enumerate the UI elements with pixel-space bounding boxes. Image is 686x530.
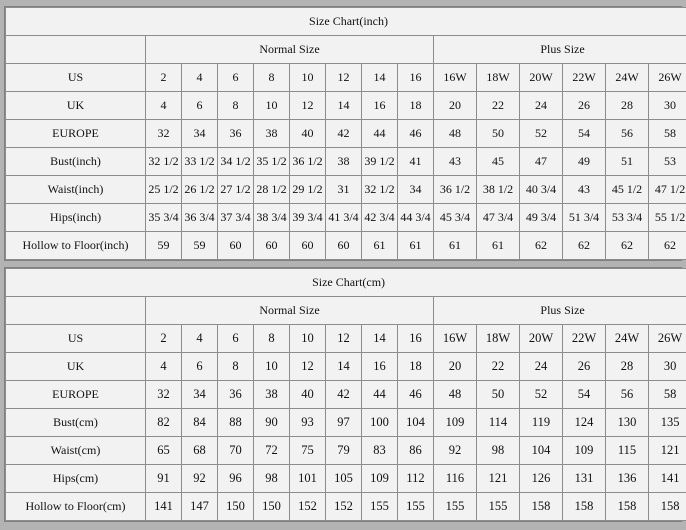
cell: 22: [477, 353, 520, 381]
cell: 114: [477, 409, 520, 437]
cell: 61: [398, 232, 434, 260]
cell: 115: [606, 437, 649, 465]
cell: 12: [326, 325, 362, 353]
cell: 83: [362, 437, 398, 465]
cell: 8: [254, 325, 290, 353]
cell: 4: [182, 64, 218, 92]
cell: 121: [477, 465, 520, 493]
cell: 8: [218, 353, 254, 381]
cell: 30: [649, 92, 686, 120]
cell: 60: [326, 232, 362, 260]
table-row: [6, 92, 686, 120]
cell: 37 3/4: [218, 204, 254, 232]
cell: 84: [182, 409, 218, 437]
cell: 70: [218, 437, 254, 465]
cell: 32 1/2: [362, 176, 398, 204]
cell: 4: [146, 353, 182, 381]
cell: 92: [434, 437, 477, 465]
cell: 59: [146, 232, 182, 260]
cell: 32 1/2: [146, 148, 182, 176]
cell: 79: [326, 437, 362, 465]
cell: 50: [477, 381, 520, 409]
cell: 48: [434, 381, 477, 409]
cell: 29 1/2: [290, 176, 326, 204]
cell: 35 3/4: [146, 204, 182, 232]
cell: 141: [649, 465, 686, 493]
cell: 38: [326, 148, 362, 176]
cell: 141: [146, 493, 182, 521]
cell: 98: [477, 437, 520, 465]
cell: 27 1/2: [218, 176, 254, 204]
table-row: [6, 493, 686, 521]
cell: 24W: [606, 64, 649, 92]
cell: 93: [290, 409, 326, 437]
cell: 59: [182, 232, 218, 260]
cell: 44: [362, 381, 398, 409]
row-label-hollow-to-floor: Hollow to Floor(inch): [6, 232, 146, 260]
cell: 121: [649, 437, 686, 465]
cell: 68: [182, 437, 218, 465]
cell: 38 3/4: [254, 204, 290, 232]
cell: 14: [326, 353, 362, 381]
cell: 32: [146, 120, 182, 148]
cell: 62: [606, 232, 649, 260]
cell: 30: [649, 353, 686, 381]
row-label-us: US: [6, 325, 146, 353]
cell: 39 1/2: [362, 148, 398, 176]
cell: 75: [290, 437, 326, 465]
cell: 53: [649, 148, 686, 176]
cell: 136: [606, 465, 649, 493]
row-label-bust: Bust(inch): [6, 148, 146, 176]
cell: 32: [146, 381, 182, 409]
row-label-europe: EUROPE: [6, 120, 146, 148]
cell: 10: [290, 64, 326, 92]
cell: 22W: [563, 64, 606, 92]
cell: 56: [606, 120, 649, 148]
cell: 6: [182, 353, 218, 381]
table-row: [6, 465, 686, 493]
cell: 47: [520, 148, 563, 176]
row-label-waist: Waist(inch): [6, 176, 146, 204]
cell: 40: [290, 120, 326, 148]
cell: 47 3/4: [477, 204, 520, 232]
cell: 109: [563, 437, 606, 465]
cell: 2: [146, 325, 182, 353]
cell: 16: [398, 64, 434, 92]
cell: 26 1/2: [182, 176, 218, 204]
cell: 72: [254, 437, 290, 465]
cell: 45 3/4: [434, 204, 477, 232]
cell: 131: [563, 465, 606, 493]
cell: 65: [146, 437, 182, 465]
cell: 18: [398, 92, 434, 120]
cell: 28: [606, 353, 649, 381]
cell: 116: [434, 465, 477, 493]
cell: 25 1/2: [146, 176, 182, 204]
cell: 42: [326, 120, 362, 148]
cell: 18: [398, 353, 434, 381]
cell: 40 3/4: [520, 176, 563, 204]
cell: 28: [606, 92, 649, 120]
cell: 4: [182, 325, 218, 353]
cell: 49 3/4: [520, 204, 563, 232]
cell: 55 1/2: [649, 204, 686, 232]
cell: 36: [218, 120, 254, 148]
cell: 130: [606, 409, 649, 437]
row-label-uk: UK: [6, 353, 146, 381]
cell: 20: [434, 353, 477, 381]
cell: 43: [563, 176, 606, 204]
cell: 90: [254, 409, 290, 437]
cell: 152: [326, 493, 362, 521]
table-title-row: [6, 8, 686, 36]
chart-title: Size Chart(inch): [6, 8, 686, 36]
table-group-row: [6, 297, 686, 325]
cell: 42: [326, 381, 362, 409]
cell: 34 1/2: [218, 148, 254, 176]
cell: 92: [182, 465, 218, 493]
cell: 16: [362, 353, 398, 381]
cell: 6: [218, 325, 254, 353]
group-header-normal: Normal Size: [146, 297, 434, 325]
cell: 41 3/4: [326, 204, 362, 232]
corner-cell: [6, 297, 146, 325]
cell: 38: [254, 120, 290, 148]
cell: 36 1/2: [290, 148, 326, 176]
cell: 51 3/4: [563, 204, 606, 232]
cell: 44: [362, 120, 398, 148]
group-header-plus: Plus Size: [434, 297, 686, 325]
cell: 60: [254, 232, 290, 260]
cell: 58: [649, 120, 686, 148]
cell: 8: [254, 64, 290, 92]
cell: 150: [254, 493, 290, 521]
cell: 61: [434, 232, 477, 260]
cell: 20W: [520, 64, 563, 92]
cell: 12: [290, 92, 326, 120]
row-label-hips: Hips(cm): [6, 465, 146, 493]
row-label-uk: UK: [6, 92, 146, 120]
cell: 22W: [563, 325, 606, 353]
cell: 158: [606, 493, 649, 521]
cell: 135: [649, 409, 686, 437]
cell: 158: [520, 493, 563, 521]
cell: 24: [520, 353, 563, 381]
cell: 10: [254, 353, 290, 381]
table-row: [6, 325, 686, 353]
cell: 56: [606, 381, 649, 409]
cell: 109: [362, 465, 398, 493]
table-row: [6, 148, 686, 176]
cell: 39 3/4: [290, 204, 326, 232]
cell: 155: [362, 493, 398, 521]
cell: 14: [362, 325, 398, 353]
cell: 54: [563, 381, 606, 409]
cell: 20: [434, 92, 477, 120]
cell: 96: [218, 465, 254, 493]
cell: 18W: [477, 64, 520, 92]
table-row: [6, 353, 686, 381]
cell: 46: [398, 381, 434, 409]
cell: 101: [290, 465, 326, 493]
cell: 26W: [649, 64, 686, 92]
cell: 28 1/2: [254, 176, 290, 204]
cell: 34: [398, 176, 434, 204]
cell: 43: [434, 148, 477, 176]
table-title-row: [6, 269, 686, 297]
cell: 31: [326, 176, 362, 204]
cell: 26: [563, 353, 606, 381]
cell: 33 1/2: [182, 148, 218, 176]
cell: 16: [362, 92, 398, 120]
cell: 112: [398, 465, 434, 493]
cell: 36 3/4: [182, 204, 218, 232]
cell: 105: [326, 465, 362, 493]
size-chart-inch-table: [5, 7, 686, 260]
cell: 152: [290, 493, 326, 521]
cell: 62: [563, 232, 606, 260]
cell: 10: [290, 325, 326, 353]
cell: 16W: [434, 64, 477, 92]
cell: 52: [520, 381, 563, 409]
cell: 8: [218, 92, 254, 120]
cell: 38: [254, 381, 290, 409]
cell: 16W: [434, 325, 477, 353]
cell: 61: [362, 232, 398, 260]
cell: 12: [326, 64, 362, 92]
cell: 36: [218, 381, 254, 409]
table-row: [6, 64, 686, 92]
cell: 14: [362, 64, 398, 92]
cell: 62: [520, 232, 563, 260]
cell: 16: [398, 325, 434, 353]
table-row: [6, 381, 686, 409]
cell: 48: [434, 120, 477, 148]
row-label-europe: EUROPE: [6, 381, 146, 409]
table-group-row: [6, 36, 686, 64]
cell: 155: [477, 493, 520, 521]
cell: 119: [520, 409, 563, 437]
corner-cell: [6, 36, 146, 64]
row-label-hollow-to-floor: Hollow to Floor(cm): [6, 493, 146, 521]
cell: 40: [290, 381, 326, 409]
cell: 34: [182, 381, 218, 409]
cell: 97: [326, 409, 362, 437]
cell: 54: [563, 120, 606, 148]
cell: 38 1/2: [477, 176, 520, 204]
group-header-normal: Normal Size: [146, 36, 434, 64]
cell: 22: [477, 92, 520, 120]
cell: 155: [398, 493, 434, 521]
cell: 155: [434, 493, 477, 521]
table-row: [6, 409, 686, 437]
size-chart-inch: [4, 6, 686, 261]
cell: 60: [290, 232, 326, 260]
cell: 6: [218, 64, 254, 92]
size-chart-cm: [4, 267, 682, 522]
cell: 109: [434, 409, 477, 437]
cell: 124: [563, 409, 606, 437]
cell: 20W: [520, 325, 563, 353]
cell: 91: [146, 465, 182, 493]
cell: 10: [254, 92, 290, 120]
cell: 104: [520, 437, 563, 465]
cell: 104: [398, 409, 434, 437]
table-row: [6, 232, 686, 260]
cell: 158: [649, 493, 686, 521]
cell: 2: [146, 64, 182, 92]
table-row: [6, 204, 686, 232]
group-header-plus: Plus Size: [434, 36, 686, 64]
cell: 35 1/2: [254, 148, 290, 176]
table-row: [6, 120, 686, 148]
cell: 49: [563, 148, 606, 176]
cell: 86: [398, 437, 434, 465]
cell: 26: [563, 92, 606, 120]
cell: 4: [146, 92, 182, 120]
cell: 44 3/4: [398, 204, 434, 232]
cell: 12: [290, 353, 326, 381]
cell: 88: [218, 409, 254, 437]
cell: 18W: [477, 325, 520, 353]
cell: 47 1/2: [649, 176, 686, 204]
cell: 34: [182, 120, 218, 148]
row-label-bust: Bust(cm): [6, 409, 146, 437]
cell: 24W: [606, 325, 649, 353]
cell: 45 1/2: [606, 176, 649, 204]
cell: 58: [649, 381, 686, 409]
cell: 158: [563, 493, 606, 521]
cell: 53 3/4: [606, 204, 649, 232]
cell: 52: [520, 120, 563, 148]
cell: 26W: [649, 325, 686, 353]
cell: 62: [649, 232, 686, 260]
cell: 46: [398, 120, 434, 148]
row-label-hips: Hips(inch): [6, 204, 146, 232]
cell: 14: [326, 92, 362, 120]
cell: 41: [398, 148, 434, 176]
chart-title: Size Chart(cm): [6, 269, 686, 297]
table-row: [6, 176, 686, 204]
size-chart-cm-table: [5, 268, 686, 521]
cell: 45: [477, 148, 520, 176]
cell: 51: [606, 148, 649, 176]
cell: 60: [218, 232, 254, 260]
row-label-us: US: [6, 64, 146, 92]
cell: 98: [254, 465, 290, 493]
cell: 6: [182, 92, 218, 120]
cell: 82: [146, 409, 182, 437]
cell: 147: [182, 493, 218, 521]
cell: 150: [218, 493, 254, 521]
table-row: [6, 437, 686, 465]
cell: 100: [362, 409, 398, 437]
cell: 61: [477, 232, 520, 260]
row-label-waist: Waist(cm): [6, 437, 146, 465]
cell: 36 1/2: [434, 176, 477, 204]
cell: 42 3/4: [362, 204, 398, 232]
cell: 126: [520, 465, 563, 493]
cell: 50: [477, 120, 520, 148]
cell: 24: [520, 92, 563, 120]
